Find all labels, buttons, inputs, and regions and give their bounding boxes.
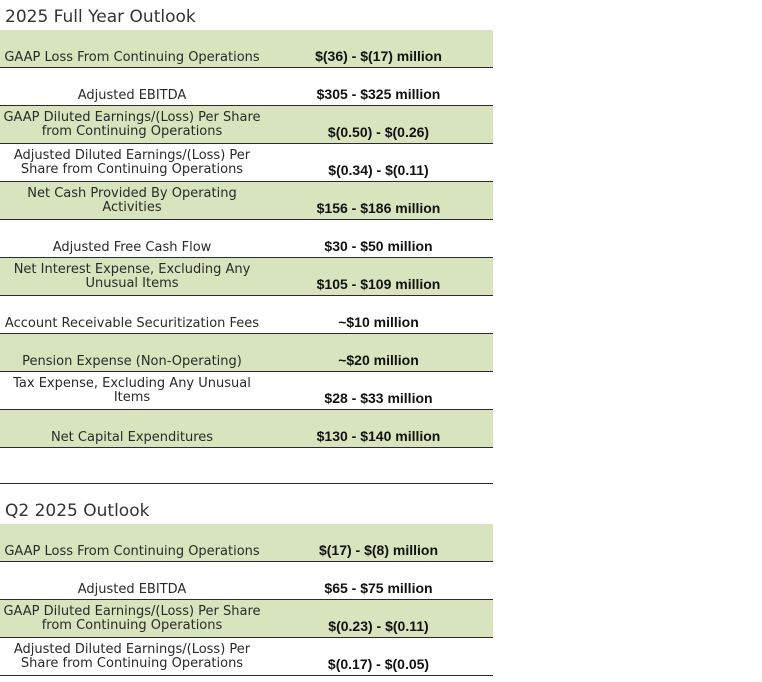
row-value: $28 - $33 million <box>324 390 433 406</box>
q2-outlook-table <box>0 524 493 676</box>
row-label: Account Receivable Securitization Fees <box>4 316 260 331</box>
table-row <box>0 600 493 638</box>
row-label: Adjusted EBITDA <box>77 88 187 103</box>
table-row <box>0 410 493 448</box>
table-row <box>0 372 493 410</box>
row-label: GAAP Diluted Earnings/(Loss) Per Share from Continuing Operations <box>3 604 261 633</box>
row-label: Adjusted Diluted Earnings/(Loss) Per Share from Continuing Operations <box>13 642 251 671</box>
row-label: Net Capital Expenditures <box>50 430 214 445</box>
row-value: $30 - $50 million <box>324 238 433 254</box>
table-row <box>0 30 493 68</box>
row-value: $(0.17) - $(0.05) <box>327 656 430 672</box>
table-row <box>0 562 493 600</box>
row-label: GAAP Loss From Continuing Operations <box>4 50 260 65</box>
row-value: $(0.23) - $(0.11) <box>328 618 429 634</box>
table-row <box>0 258 493 296</box>
full-year-outlook-title: 2025 Full Year Outlook <box>5 7 196 27</box>
row-label: Pension Expense (Non-Operating) <box>22 354 242 369</box>
q2-outlook-title: Q2 2025 Outlook <box>5 501 150 521</box>
row-value: $105 - $109 million <box>316 276 441 292</box>
table-row <box>0 296 493 334</box>
row-label: GAAP Loss From Continuing Operations <box>4 544 260 559</box>
row-value: $65 - $75 million <box>324 580 433 596</box>
full-year-outlook-table <box>0 30 493 448</box>
table-row <box>0 524 493 562</box>
row-value: ~$10 million <box>338 314 419 330</box>
table-row <box>0 106 493 144</box>
table-row <box>0 220 493 258</box>
table-row <box>0 638 493 676</box>
row-label: Tax Expense, Excluding Any Unusual Items <box>13 376 251 405</box>
row-label: GAAP Diluted Earnings/(Loss) Per Share from Continuing Operations <box>3 110 261 139</box>
row-value: $(0.50) - $(0.26) <box>327 124 430 140</box>
row-label: Adjusted Free Cash Flow <box>52 240 212 255</box>
row-label: Net Cash Provided By Operating Activities <box>27 186 237 215</box>
table-row <box>0 182 493 220</box>
table-row <box>0 68 493 106</box>
row-value: $305 - $325 million <box>316 86 441 102</box>
row-value: $130 - $140 million <box>316 428 441 444</box>
row-value: $(36) - $(17) million <box>315 48 442 64</box>
row-value: $(17) - $(8) million <box>318 542 439 558</box>
table-row <box>0 334 493 372</box>
table-row <box>0 144 493 182</box>
row-label: Adjusted Diluted Earnings/(Loss) Per Share from Continuing Operations <box>13 148 251 177</box>
row-value: $(0.34) - $(0.11) <box>328 162 429 178</box>
row-value: $156 - $186 million <box>316 200 441 216</box>
section-divider <box>0 483 493 484</box>
row-value: ~$20 million <box>338 352 419 368</box>
row-label: Net Interest Expense, Excluding Any Unusual Items <box>13 262 251 291</box>
row-label: Adjusted EBITDA <box>77 582 187 597</box>
